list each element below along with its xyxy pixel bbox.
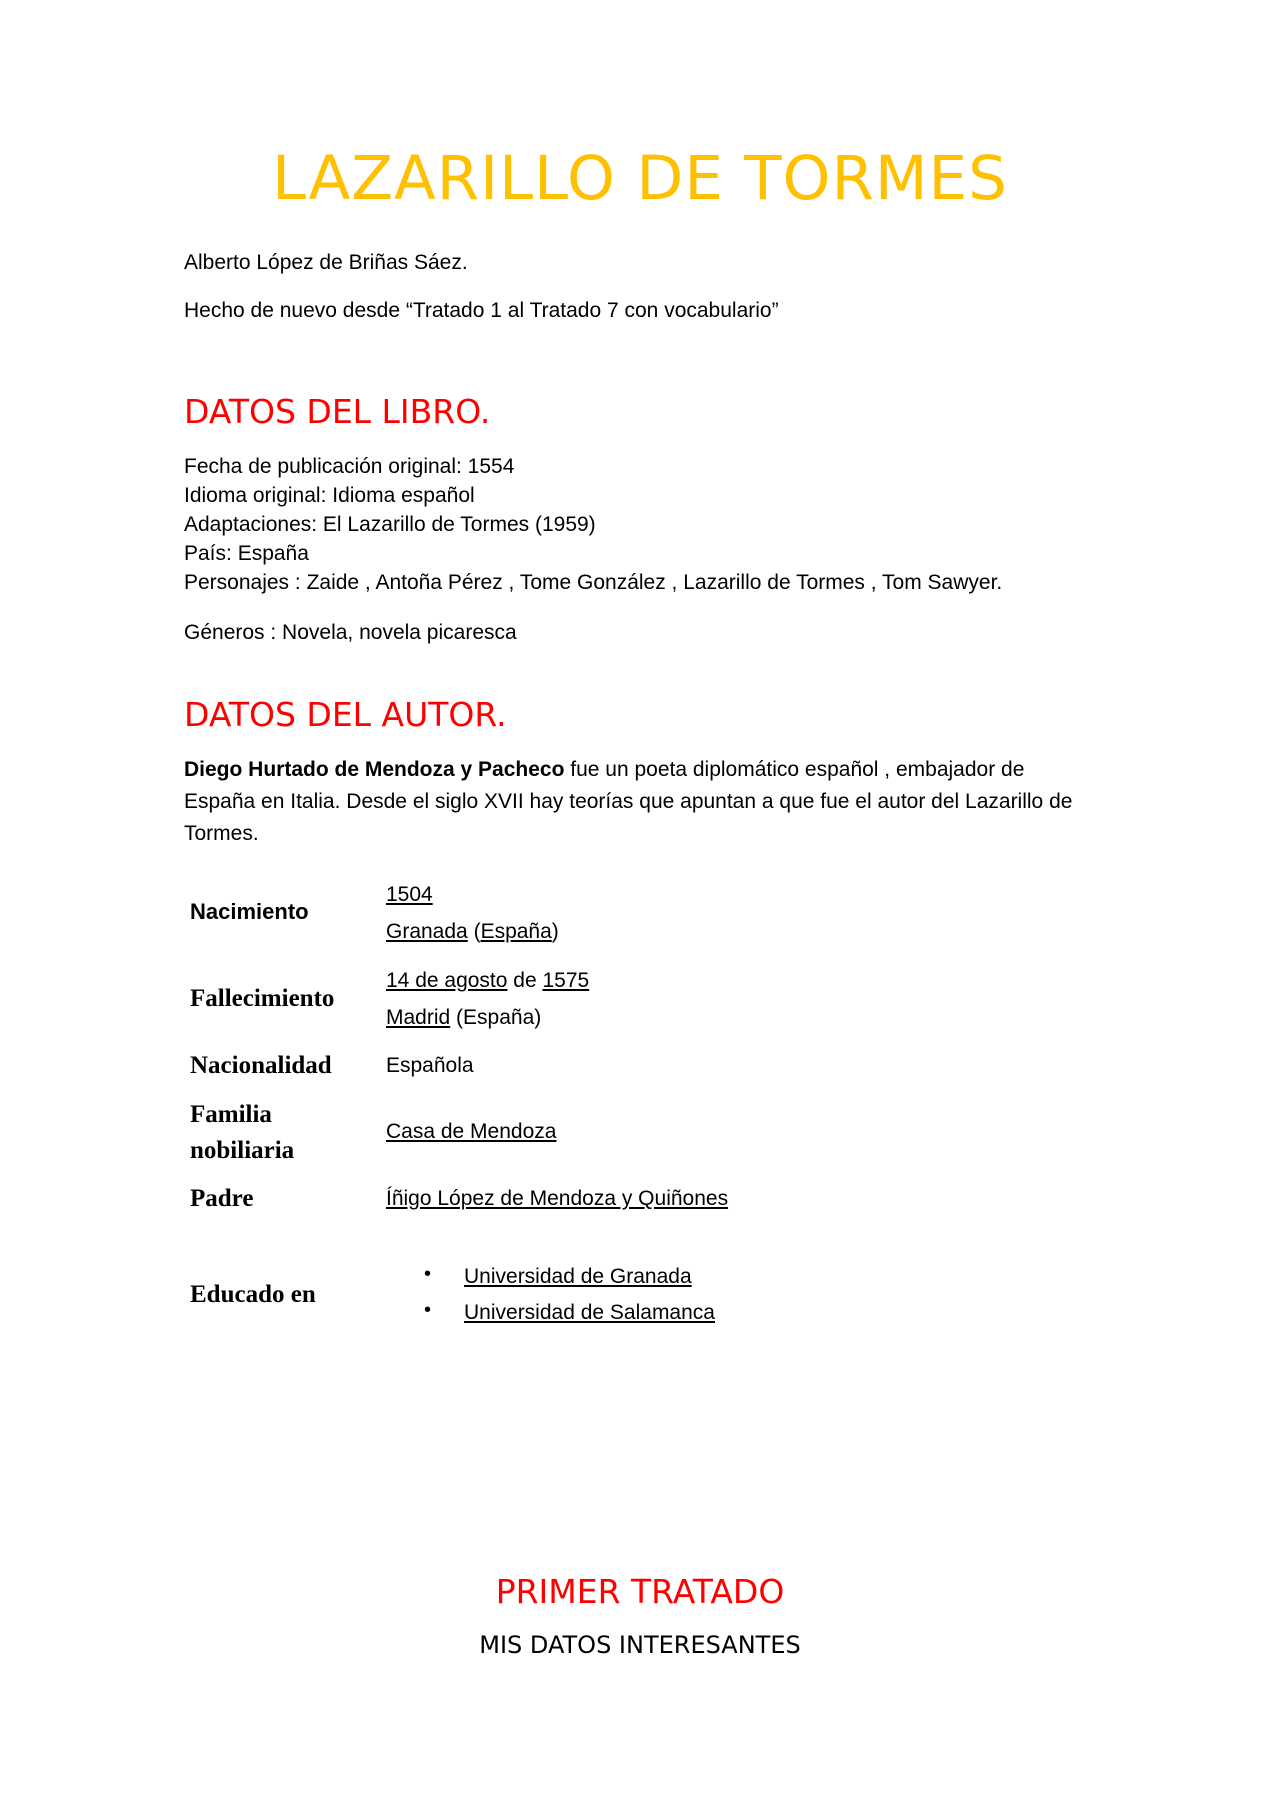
book-info-line: Idioma original: Idioma español xyxy=(184,484,475,507)
book-info-line: Personajes : Zaide , Antoña Pérez , Tome González , Lazarillo de Tormes , Tom Sawyer. xyxy=(184,571,1003,594)
note-line: Hecho de nuevo desde “Tratado 1 al Tratado 7 con vocabulario” xyxy=(184,299,779,322)
bullet-icon: • xyxy=(424,1299,432,1321)
fallecimiento-label: Fallecimiento xyxy=(190,985,335,1012)
fallecimiento-place xyxy=(386,1003,541,1032)
author-line: Alberto López de Briñas Sáez. xyxy=(184,251,468,274)
familia-label xyxy=(190,1097,294,1169)
link-14-de-agosto[interactable]: 14 de agosto xyxy=(386,969,508,992)
book-info-line: Adaptaciones: El Lazarillo de Tormes (1959) xyxy=(184,513,596,536)
section-heading: PRIMER TRATADO xyxy=(495,1572,785,1611)
book-info-line: País: España xyxy=(184,542,309,565)
nacimiento-year xyxy=(386,880,433,909)
bullet-icon: • xyxy=(424,1263,432,1285)
nacimiento-place xyxy=(386,917,559,946)
nacionalidad-label: Nacionalidad xyxy=(190,1052,332,1079)
connector-text: de xyxy=(507,969,543,992)
nacionalidad-value: Española xyxy=(386,1054,474,1077)
educado-label: Educado en xyxy=(190,1281,316,1308)
padre-label: Padre xyxy=(190,1185,254,1212)
section-subheading: MIS DATOS INTERESANTES xyxy=(479,1631,801,1659)
link-year-1504[interactable]: 1504 xyxy=(386,883,433,906)
author-bio-text: España en Italia. Desde el siglo XVII hay teorías que apuntan a que fue el autor del Lazarillo de xyxy=(184,790,1073,813)
author-bio xyxy=(184,754,1104,850)
education-item xyxy=(464,1262,692,1291)
book-info-line: Fecha de publicación original: 1554 xyxy=(184,455,515,478)
nacimiento-label: Nacimiento xyxy=(190,899,309,924)
familia-label-line: nobiliaria xyxy=(190,1137,295,1164)
paren-text: ( xyxy=(467,920,481,943)
link-universidad-granada[interactable]: Universidad de Granada xyxy=(464,1265,692,1288)
link-madrid[interactable]: Madrid xyxy=(386,1006,451,1029)
paren-text: ) xyxy=(551,920,559,943)
author-name: Diego Hurtado de Mendoza y Pacheco xyxy=(184,758,565,781)
familia-value xyxy=(386,1117,556,1146)
familia-label-line: Familia xyxy=(190,1101,272,1128)
author-bio-text: fue un poeta diplomático español , embajador de xyxy=(564,758,1025,781)
document-title: LAZARILLO DE TORMES xyxy=(272,143,1008,214)
education-item xyxy=(464,1298,715,1327)
link-granada[interactable]: Granada xyxy=(386,920,468,943)
fallecimiento-date xyxy=(386,966,589,995)
link-inigo-lopez[interactable]: Íñigo López de Mendoza y Quiñones xyxy=(386,1187,729,1210)
book-genres: Géneros : Novela, novela picaresca xyxy=(184,621,517,644)
link-universidad-salamanca[interactable]: Universidad de Salamanca xyxy=(464,1301,715,1324)
link-year-1575[interactable]: 1575 xyxy=(542,969,590,992)
author-heading: DATOS DEL AUTOR. xyxy=(184,695,507,734)
book-info-list xyxy=(184,452,1002,597)
padre-value xyxy=(386,1184,728,1213)
author-bio-text: Tormes. xyxy=(184,822,259,845)
book-heading: DATOS DEL LIBRO. xyxy=(184,392,491,431)
link-casa-de-mendoza[interactable]: Casa de Mendoza xyxy=(386,1120,557,1143)
link-espana[interactable]: España xyxy=(480,920,552,943)
country-text: (España) xyxy=(450,1006,542,1029)
